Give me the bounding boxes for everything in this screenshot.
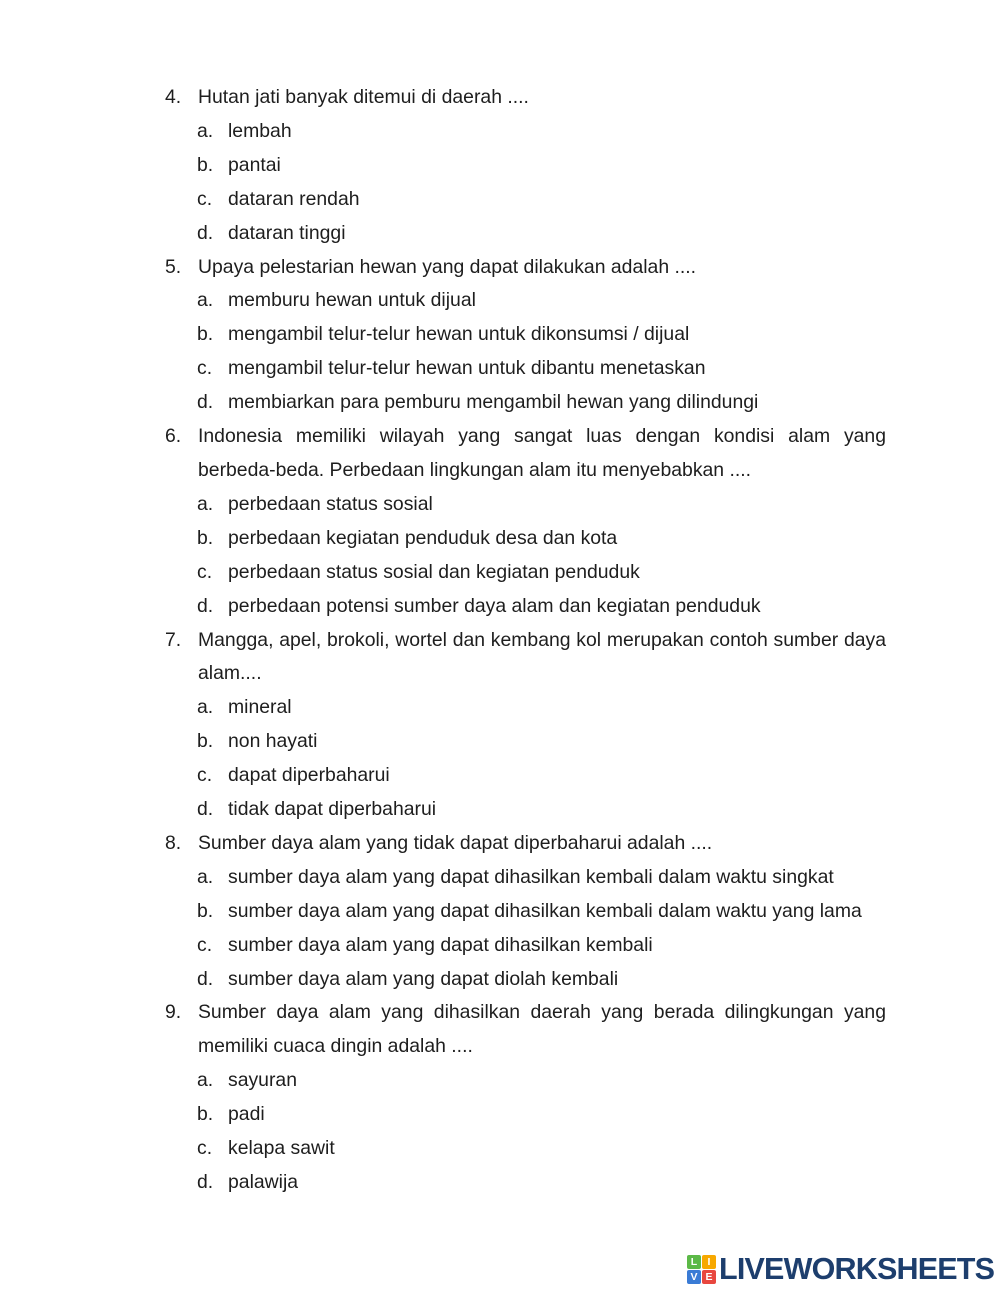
- answer-option[interactable]: [165, 115, 895, 149]
- logo-tile-i: I: [702, 1255, 716, 1269]
- answer-option[interactable]: [165, 1064, 895, 1098]
- option-letter: c.: [197, 560, 213, 583]
- option-letter: b.: [197, 526, 214, 549]
- answer-option[interactable]: [165, 1098, 895, 1132]
- answer-option[interactable]: [165, 895, 895, 929]
- option-letter: d.: [197, 221, 214, 244]
- answer-option[interactable]: [165, 217, 895, 251]
- option-text: membiarkan para pemburu mengambil hewan yang dilindungi: [228, 391, 759, 414]
- question-block-8: [165, 827, 895, 997]
- liveworksheets-tiles-icon: [687, 1255, 716, 1284]
- question-number: 8.: [165, 831, 182, 854]
- answer-option[interactable]: [165, 691, 895, 725]
- option-letter: a.: [197, 119, 214, 142]
- option-letter: b.: [197, 1103, 214, 1126]
- answer-option[interactable]: [165, 488, 895, 522]
- option-text: perbedaan kegiatan penduduk desa dan kota: [228, 526, 618, 549]
- question-row: [165, 251, 895, 285]
- answer-option[interactable]: [165, 556, 895, 590]
- answer-option[interactable]: [165, 386, 895, 420]
- answer-option[interactable]: [165, 759, 895, 793]
- option-text: sumber daya alam yang dapat diolah kembali: [228, 967, 619, 990]
- option-text: lembah: [228, 119, 292, 142]
- question-number: 9.: [165, 1001, 182, 1024]
- quiz-question-list: [165, 81, 895, 1200]
- question-row: [165, 420, 895, 488]
- question-row: [165, 81, 895, 115]
- answer-option[interactable]: [165, 1166, 895, 1200]
- option-text: palawija: [228, 1171, 299, 1193]
- answer-option[interactable]: [165, 861, 895, 895]
- option-letter: d.: [197, 1171, 214, 1193]
- option-text: dataran tinggi: [228, 221, 346, 244]
- question-row: [165, 827, 895, 861]
- answer-option[interactable]: [165, 929, 895, 963]
- option-text: sumber daya alam yang dapat dihasilkan kembali dalam waktu singkat: [228, 865, 834, 888]
- answer-option[interactable]: [165, 318, 895, 352]
- option-text: perbedaan status sosial: [228, 492, 433, 515]
- option-text: perbedaan potensi sumber daya alam dan kegiatan penduduk: [228, 594, 761, 617]
- question-block-9: [165, 996, 895, 1199]
- option-letter: a.: [197, 865, 214, 888]
- option-text: mengambil telur-telur hewan untuk dibantu menetaskan: [228, 357, 706, 380]
- answer-option[interactable]: [165, 284, 895, 318]
- option-text: sumber daya alam yang dapat dihasilkan kembali: [228, 933, 653, 956]
- option-text: dataran rendah: [228, 187, 360, 210]
- option-text: tidak dapat diperbaharui: [228, 798, 437, 821]
- option-letter: c.: [197, 357, 213, 380]
- option-letter: d.: [197, 798, 214, 821]
- answer-option[interactable]: [165, 522, 895, 556]
- answer-option[interactable]: [165, 183, 895, 217]
- question-text: Upaya pelestarian hewan yang dapat dilakukan adalah ....: [198, 255, 697, 278]
- question-text: Sumber daya alam yang tidak dapat diperbaharui adalah ....: [198, 831, 713, 854]
- option-letter: a.: [197, 492, 214, 515]
- answer-option[interactable]: [165, 149, 895, 183]
- answer-option[interactable]: [165, 725, 895, 759]
- question-number: 4.: [165, 86, 182, 108]
- option-letter: b.: [197, 899, 214, 922]
- question-block-5: [165, 251, 895, 421]
- option-text: padi: [228, 1103, 265, 1126]
- option-letter: a.: [197, 289, 214, 312]
- liveworksheets-logo[interactable]: [687, 1254, 994, 1285]
- option-letter: a.: [197, 1069, 214, 1092]
- question-text: Mangga, apel, brokoli, wortel dan kembang kol merupakan contoh sumber daya alam....: [198, 628, 886, 685]
- question-block-7: [165, 624, 895, 827]
- option-text: sumber daya alam yang dapat dihasilkan kembali dalam waktu yang lama: [228, 899, 862, 922]
- question-block-6: [165, 420, 895, 623]
- question-row: [165, 624, 895, 692]
- answer-option[interactable]: [165, 793, 895, 827]
- question-number: 5.: [165, 255, 182, 278]
- question-text: Hutan jati banyak ditemui di daerah ....: [198, 86, 529, 108]
- logo-tile-v: V: [687, 1270, 701, 1284]
- option-text: non hayati: [228, 730, 318, 753]
- option-text: mengambil telur-telur hewan untuk dikonsumsi / dijual: [228, 323, 690, 346]
- option-text: dapat diperbaharui: [228, 764, 390, 787]
- option-letter: a.: [197, 696, 214, 719]
- question-number: 6.: [165, 425, 182, 448]
- question-text: Indonesia memiliki wilayah yang sangat luas dengan kondisi alam yang berbeda-beda. Perbedaan lingkungan alam itu menyebabkan ....: [198, 425, 886, 481]
- option-letter: b.: [197, 730, 214, 753]
- option-text: sayuran: [228, 1069, 297, 1092]
- question-block-4: [165, 81, 895, 251]
- option-text: memburu hewan untuk dijual: [228, 289, 476, 312]
- option-letter: d.: [197, 967, 214, 990]
- option-letter: c.: [197, 933, 213, 956]
- answer-option[interactable]: [165, 1132, 895, 1166]
- logo-tile-e: E: [702, 1270, 716, 1284]
- question-text: Sumber daya alam yang dihasilkan daerah yang berada dilingkungan yang memiliki cuaca dingin adalah ....: [198, 1001, 886, 1058]
- option-letter: d.: [197, 391, 214, 414]
- answer-option[interactable]: [165, 590, 895, 624]
- answer-option[interactable]: [165, 352, 895, 386]
- option-letter: c.: [197, 1137, 213, 1160]
- option-letter: d.: [197, 594, 214, 617]
- question-row: [165, 996, 895, 1064]
- option-text: pantai: [228, 153, 281, 176]
- answer-option[interactable]: [165, 963, 895, 997]
- option-text: mineral: [228, 696, 292, 719]
- option-letter: c.: [197, 764, 213, 787]
- option-text: kelapa sawit: [228, 1137, 335, 1160]
- liveworksheets-wordmark: LIVEWORKSHEETS: [719, 1252, 995, 1286]
- option-text: perbedaan status sosial dan kegiatan penduduk: [228, 560, 640, 583]
- logo-tile-l: L: [687, 1255, 701, 1269]
- option-letter: c.: [197, 187, 213, 210]
- question-number: 7.: [165, 628, 182, 651]
- option-letter: b.: [197, 323, 214, 346]
- option-letter: b.: [197, 153, 214, 176]
